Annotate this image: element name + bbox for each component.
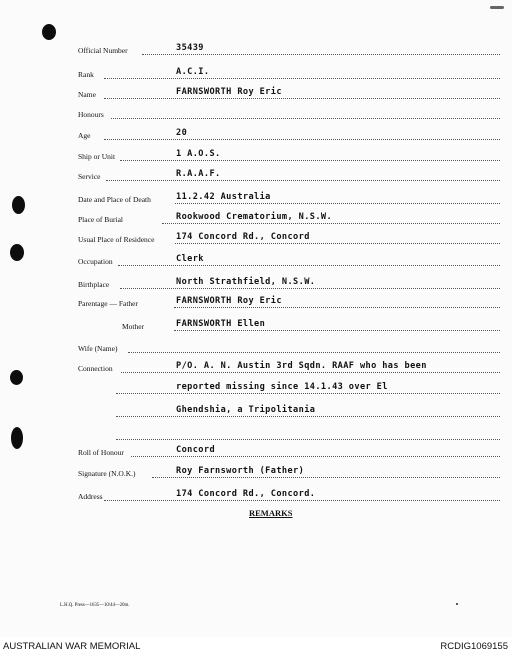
field-value: reported missing since 14.1.43 over El [176,382,388,392]
field-value: 1 A.O.S. [176,149,221,159]
form-row [0,68,512,82]
dotted-rule [152,477,500,478]
field-label: Wife (Name) [78,344,118,353]
form-row [0,490,512,504]
form-row [0,129,512,143]
dotted-rule [131,456,500,457]
field-label: Honours [78,110,104,119]
field-label: Ship or Unit [78,152,116,161]
field-label: Signature (N.O.K.) [78,469,136,478]
form-row [0,446,512,460]
field-label: Occupation [78,257,113,266]
dotted-rule [104,500,500,501]
field-value: R.A.A.F. [176,169,221,179]
footer-institution: AUSTRALIAN WAR MEMORIAL [3,641,141,652]
form-row [0,406,512,420]
form-row [0,88,512,102]
dotted-rule [174,330,500,331]
field-label: Address [78,492,103,501]
field-value: 35439 [176,43,204,53]
dotted-rule [104,78,500,79]
field-label: Rank [78,70,94,79]
form-row [0,320,512,334]
dotted-rule [120,160,500,161]
dotted-rule [121,372,500,373]
field-value: 174 Concord Rd., Concord. [176,489,316,499]
form-row [0,362,512,376]
form-row [0,150,512,164]
field-value: Concord [176,445,216,455]
dotted-rule [116,439,500,440]
field-value: North Strathfield, N.S.W. [176,277,316,287]
form-row [0,233,512,247]
field-value: Clerk [176,254,204,264]
field-label: Official Number [78,46,128,55]
field-label: Age [78,131,91,140]
field-value: Roy Farnsworth (Father) [176,466,305,476]
field-label: Birthplace [78,280,110,289]
scan-speck [490,6,504,9]
dotted-rule [175,243,500,244]
field-label: Roll of Honour [78,448,124,457]
footer-record-id: RCDIG1069155 [440,641,508,652]
field-value: 11.2.42 Australia [176,192,271,202]
form-row [0,429,512,443]
dotted-rule [106,180,500,181]
form-row [0,193,512,207]
form-row [0,108,512,122]
form-row [0,213,512,227]
dotted-rule [111,118,500,119]
printer-note: L.H.Q. Press—1635—10/44—20m. [60,603,130,608]
field-value: Rookwood Crematorium, N.S.W. [176,212,333,222]
form-row [0,170,512,184]
form-row [0,297,512,311]
field-value: FARNSWORTH Roy Eric [176,87,282,97]
field-label: Parentage — Father [78,299,138,308]
field-value: FARNSWORTH Roy Eric [176,296,282,306]
scan-speck [456,603,458,605]
field-label: Place of Burial [78,215,123,224]
form-row [0,342,512,356]
form-row [0,383,512,397]
remarks-heading: REMARKS [249,508,293,518]
form-row [0,467,512,481]
dotted-rule [175,203,500,204]
dotted-rule [162,223,500,224]
punch-hole-top [42,24,56,40]
form-row [0,278,512,292]
field-value: 174 Concord Rd., Concord [176,232,310,242]
footer-bar [0,637,512,654]
form-row [0,255,512,269]
dotted-rule [118,265,500,266]
field-label: Service [78,172,101,181]
dotted-rule [142,54,500,55]
field-value: FARNSWORTH Ellen [176,319,266,329]
dotted-rule [120,288,500,289]
dotted-rule [174,307,500,308]
dotted-rule [104,139,500,140]
field-label: Usual Place of Residence [78,235,155,244]
field-label: Date and Place of Death [78,195,151,204]
field-label: Name [78,90,96,99]
field-label: Connection [78,364,113,373]
field-value: Ghendshia, a Tripolitania [176,405,316,415]
field-label: Mother [122,322,145,331]
dotted-rule [128,352,500,353]
dotted-rule [104,98,500,99]
field-value: P/O. A. N. Austin 3rd Sqdn. RAAF who has been [176,361,427,371]
field-value: A.C.I. [176,67,210,77]
form-row [0,44,512,58]
field-value: 20 [176,128,188,138]
dotted-rule [116,416,500,417]
dotted-rule [116,393,500,394]
